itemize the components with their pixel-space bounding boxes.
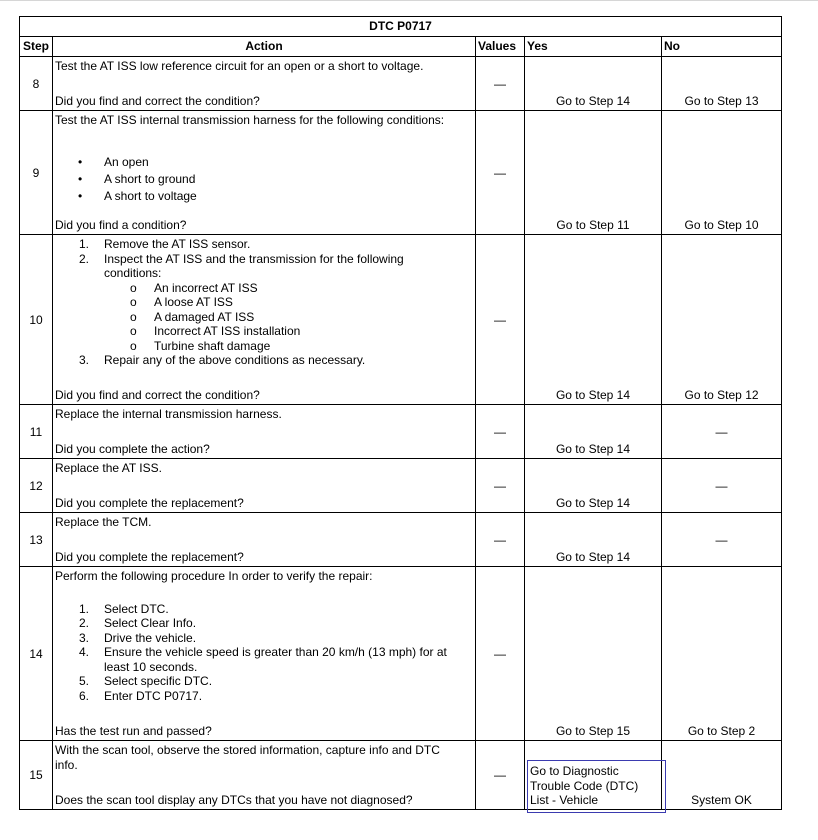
- no-cell: [662, 235, 782, 405]
- no-cell: [662, 111, 782, 235]
- action-line: With the scan tool, observe the stored information, capture info and DTC: [55, 743, 440, 757]
- sub-item: o An incorrect AT ISS: [53, 281, 475, 296]
- yes-cell: [525, 57, 662, 111]
- list-item: [53, 631, 475, 646]
- header-action: Action: [53, 37, 476, 57]
- no-cell: [662, 57, 782, 111]
- no-cell: [662, 513, 782, 567]
- question-text: Has the test run and passed?: [55, 724, 212, 738]
- list-item: [53, 266, 475, 281]
- list-item: [53, 645, 475, 660]
- list-item: [53, 660, 475, 675]
- values-cell: —: [476, 459, 525, 513]
- header-no: No: [662, 37, 782, 57]
- sub-item: o A damaged AT ISS: [53, 310, 475, 325]
- list-text: Repair any of the above conditions as necessary.: [104, 353, 366, 367]
- list-text: Select specific DTC.: [104, 674, 213, 688]
- list-text: Inspect the AT ISS and the transmission for the following: [104, 251, 404, 266]
- list-text: Select DTC.: [104, 601, 169, 616]
- yes-cell: [525, 235, 662, 405]
- values-cell: —: [476, 235, 525, 405]
- question-text: Did you find a condition?: [55, 218, 187, 232]
- question-text: Did you find and correct the condition?: [55, 388, 260, 402]
- yes-goto: Go to Step 14: [555, 442, 631, 456]
- yes-cell: [525, 405, 662, 459]
- header-yes: Yes: [525, 37, 662, 57]
- dtc-table: [19, 16, 782, 810]
- action-text: [53, 741, 475, 772]
- list-item: [53, 602, 475, 617]
- list-item: [53, 353, 475, 368]
- list-text: conditions:: [104, 266, 162, 280]
- action-cell: [53, 57, 476, 111]
- yes-cell: [525, 459, 662, 513]
- list-number: 6.: [79, 688, 90, 703]
- list-number: 5.: [79, 674, 90, 688]
- bullet-item: • An open: [53, 154, 475, 171]
- question-text: Did you complete the replacement?: [55, 550, 244, 564]
- list-item: [53, 237, 475, 252]
- page-top-rule: [0, 0, 818, 1]
- no-cell: [662, 459, 782, 513]
- no-dash: —: [715, 478, 728, 493]
- sub-item: o Incorrect AT ISS installation: [53, 324, 475, 339]
- sub-item: o A loose AT ISS: [53, 295, 475, 310]
- action-text: Replace the AT ISS.: [55, 461, 162, 475]
- list-text: Select Clear Info.: [104, 616, 197, 630]
- list-text: Ensure the vehicle speed is greater than 20 km/h (13 mph) for at: [104, 645, 447, 659]
- yes-goto: Go to Step 11: [556, 218, 630, 232]
- action-cell: [53, 513, 476, 567]
- step-number: 11: [20, 405, 53, 459]
- no-goto: Go to Step 12: [684, 388, 759, 402]
- link-line: Trouble Code (DTC): [530, 778, 639, 793]
- list-number: 2.: [79, 616, 90, 630]
- header-step: Step: [20, 37, 53, 57]
- table-row: [20, 57, 782, 111]
- values-cell: —: [476, 111, 525, 235]
- no-dash: —: [715, 532, 728, 547]
- list-item: [53, 616, 475, 631]
- yes-cell: [525, 111, 662, 235]
- header-values: Values: [476, 37, 525, 57]
- step-number: 15: [20, 741, 53, 810]
- yes-goto: Go to Step 14: [555, 388, 631, 402]
- list-item: [53, 252, 475, 267]
- bullet-item: • A short to ground: [53, 171, 475, 188]
- yes-cell: [525, 567, 662, 741]
- values-cell: —: [476, 567, 525, 741]
- yes-cell: [525, 741, 662, 810]
- table-row: [20, 741, 782, 810]
- numbered-list: [53, 584, 475, 704]
- step-number: 12: [20, 459, 53, 513]
- list-text: Remove the AT ISS sensor.: [104, 237, 251, 251]
- link-line: Go to Diagnostic: [530, 764, 619, 778]
- action-text: Replace the internal transmission harness.: [55, 407, 282, 421]
- step-number: 10: [20, 235, 53, 405]
- action-cell: [53, 567, 476, 741]
- bullet-item: • A short to voltage: [53, 188, 475, 205]
- yes-goto: Go to Step 15: [555, 724, 631, 738]
- list-text: Enter DTC P0717.: [104, 688, 203, 703]
- table-row: [20, 513, 782, 567]
- no-cell: [662, 741, 782, 810]
- no-goto: Go to Step 10: [684, 218, 759, 232]
- no-cell: [662, 405, 782, 459]
- action-line: info.: [55, 757, 78, 772]
- table-row: [20, 235, 782, 405]
- action-cell: [53, 405, 476, 459]
- table-row: [20, 459, 782, 513]
- diagnostic-link[interactable]: [527, 760, 666, 813]
- action-cell: [53, 459, 476, 513]
- no-dash: —: [715, 424, 728, 439]
- step-number: 9: [20, 111, 53, 235]
- list-number: 3.: [79, 630, 90, 645]
- list-item: [53, 674, 475, 689]
- list-number: 1.: [79, 601, 90, 616]
- step-number: 13: [20, 513, 53, 567]
- step-number: 14: [20, 567, 53, 741]
- action-cell: [53, 235, 476, 405]
- step-number: 8: [20, 57, 53, 111]
- question-text: Did you complete the action?: [55, 442, 210, 456]
- table-row: [20, 405, 782, 459]
- bullet-list: [53, 154, 475, 205]
- list-number: 2.: [79, 251, 90, 266]
- values-cell: —: [476, 513, 525, 567]
- values-cell: —: [476, 405, 525, 459]
- numbered-list: [53, 235, 475, 368]
- list-text: least 10 seconds.: [104, 659, 198, 674]
- yes-goto: Go to Step 14: [555, 550, 631, 564]
- list-item: [53, 689, 475, 704]
- table-title: DTC P0717: [20, 17, 782, 37]
- sub-item: o Turbine shaft damage: [53, 339, 475, 354]
- list-number: 1.: [79, 237, 90, 251]
- action-text: Replace the TCM.: [55, 515, 152, 529]
- list-number: 3.: [79, 353, 90, 367]
- values-cell: —: [476, 57, 525, 111]
- question-text: Did you find and correct the condition?: [55, 94, 260, 108]
- yes-goto: Go to Step 14: [555, 94, 631, 108]
- no-goto: Go to Step 2: [687, 724, 756, 738]
- action-text: Perform the following procedure In order to verify the repair:: [55, 569, 373, 583]
- no-cell: [662, 567, 782, 741]
- action-cell: [53, 741, 476, 810]
- yes-cell: [525, 513, 662, 567]
- values-cell: —: [476, 741, 525, 810]
- table-row: [20, 111, 782, 235]
- link-line: List - Vehicle: [530, 793, 599, 807]
- table-row: [20, 567, 782, 741]
- action-text: Test the AT ISS low reference circuit for an open or a short to voltage.: [55, 59, 424, 73]
- list-text: Drive the vehicle.: [104, 630, 197, 645]
- no-goto: Go to Step 13: [684, 94, 759, 108]
- list-number: 4.: [79, 645, 90, 659]
- yes-goto: Go to Step 14: [555, 496, 631, 510]
- action-cell: [53, 111, 476, 235]
- header-row: [20, 37, 782, 57]
- action-text: Test the AT ISS internal transmission harness for the following conditions:: [55, 113, 445, 127]
- no-result: System OK: [691, 793, 752, 807]
- question-text: Did you complete the replacement?: [55, 496, 244, 510]
- question-text: Does the scan tool display any DTCs that you have not diagnosed?: [55, 793, 413, 807]
